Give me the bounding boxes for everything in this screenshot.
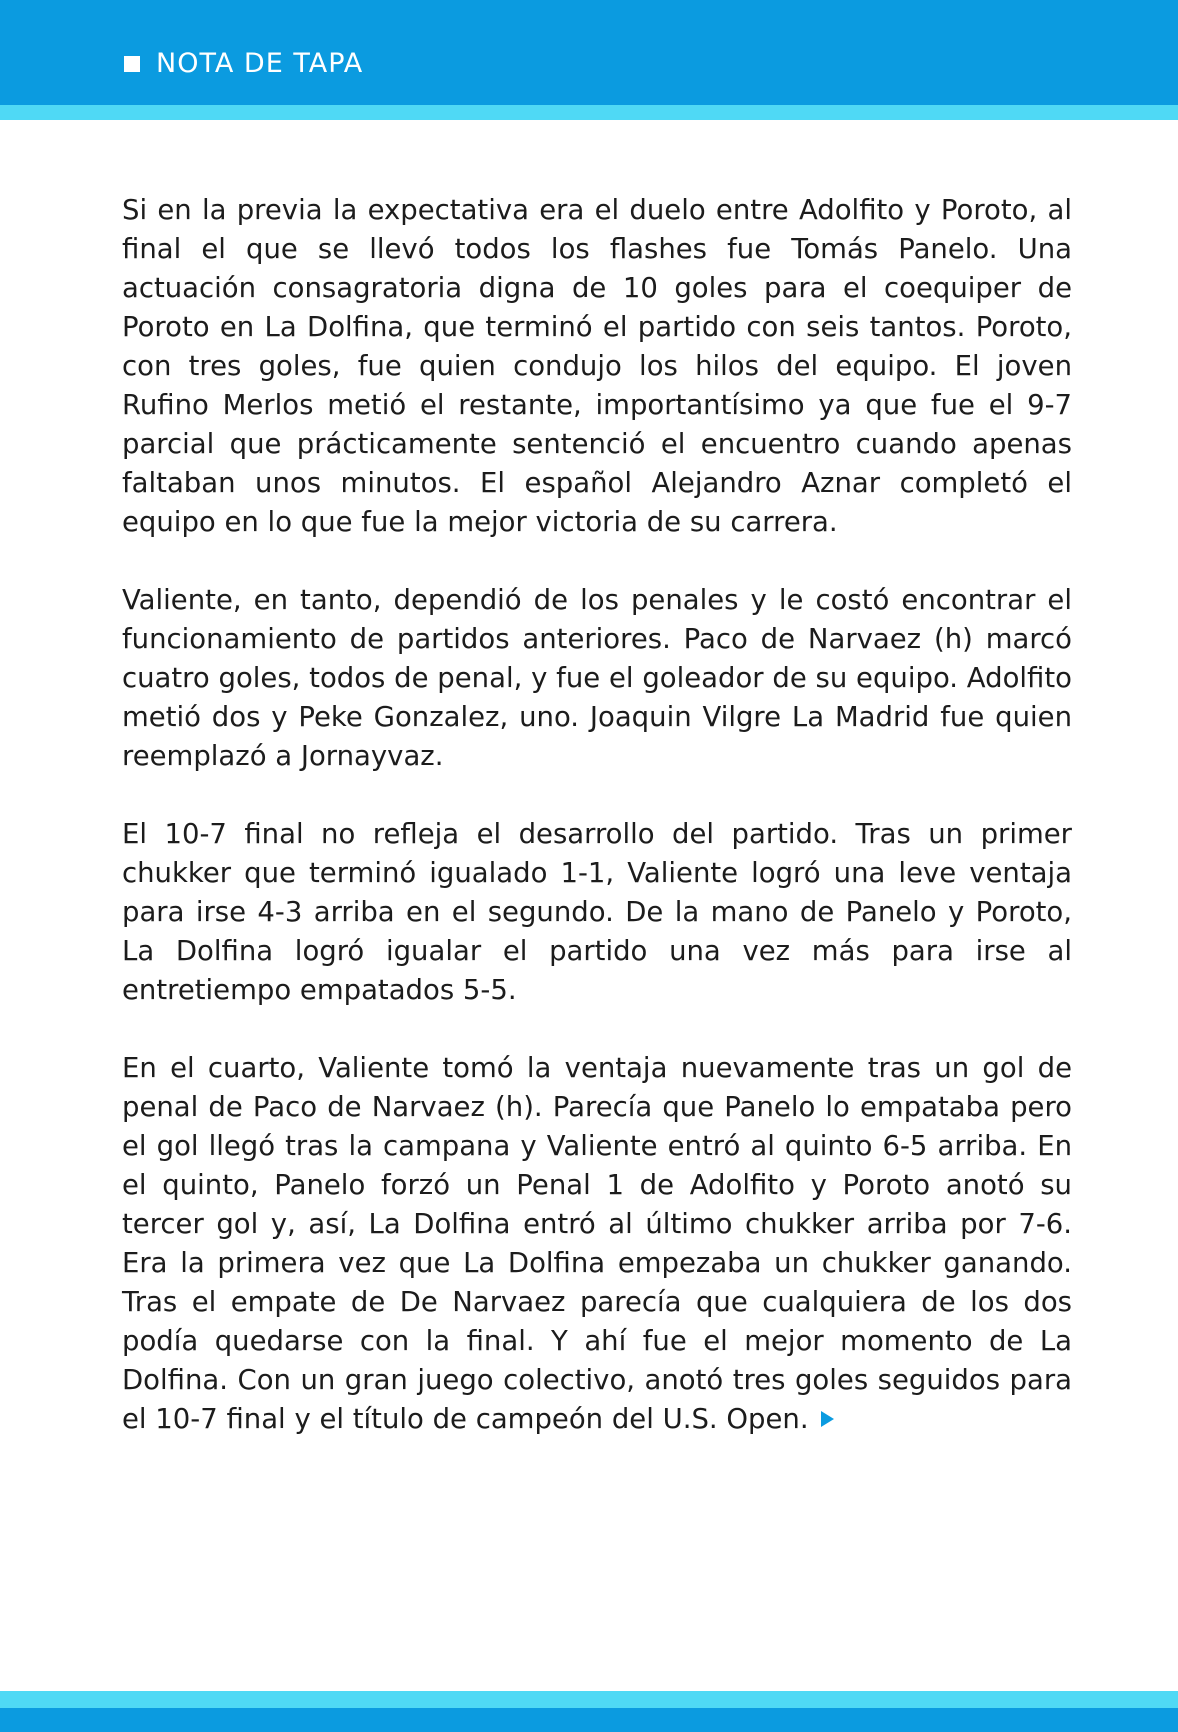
section-label-text: NOTA DE TAPA (156, 48, 364, 79)
article-paragraph: Valiente, en tanto, dependió de los penales y le costó encontrar el funcionamiento de partidos anteriores. Paco de Narvaez (h) marcó cuatro goles, todos de penal, y fue el goleador de su equipo. Adolfito metió dos y Peke Gonzalez, uno. Joaquin Vilgre La Madrid fue quien reemplazó a Jornayvaz. (122, 584, 1072, 772)
header-stripe (0, 105, 1178, 120)
section-label (124, 50, 363, 77)
play-triangle-icon (821, 1411, 834, 1427)
article-paragraph-text: En el cuarto, Valiente tomó la ventaja nuevamente tras un gol de penal de Paco de Narvaez (h). Parecía que Panelo lo empataba pero el gol llegó tras la campana y Valiente entró al quinto 6-5 arriba. En el quinto, Panelo forzó un Penal 1 de Adolfito y Poroto anotó su tercer gol y, así, La Dolfina entró al último chukker arriba por 7-6. Era la primera vez que La Dolfina empezaba un chukker ganando. Tras el empate de De Narvaez parecía que cualquiera de los dos podía quedarse con la final. Y ahí fue el mejor momento de La Dolfina. Con un gran juego colectivo, anotó tres goles seguidos para el 10-7 final y el título de campeón del U.S. Open. (122, 1052, 1072, 1435)
footer-bar (0, 1708, 1178, 1732)
article-body (122, 191, 1072, 1478)
article-paragraph: Si en la previa la expectativa era el duelo entre Adolfito y Poroto, al final el que se llevó todos los flashes fue Tomás Panelo. Una actuación consagratoria digna de 10 goles para el coequiper de Poroto en La Dolfina, que terminó el partido con seis tantos. Poroto, con tres goles, fue quien condujo los hilos del equipo. El joven Rufino Merlos metió el restante, importantísimo ya que fue el 9-7 parcial que prácticamente sentenció el encuentro cuando apenas faltaban unos minutos. El español Alejandro Aznar completó el equipo en lo que fue la mejor victoria de su carrera. (122, 194, 1072, 538)
footer-stripe (0, 1691, 1178, 1708)
square-bullet-icon (124, 56, 140, 72)
article-paragraph: El 10-7 final no refleja el desarrollo del partido. Tras un primer chukker que terminó igualado 1-1, Valiente logró una leve ventaja para irse 4-3 arriba en el segundo. De la mano de Panelo y Poroto, La Dolfina logró igualar el partido una vez más para irse al entretiempo empatados 5-5. (122, 818, 1072, 1006)
article-paragraph-last (122, 1049, 1072, 1439)
